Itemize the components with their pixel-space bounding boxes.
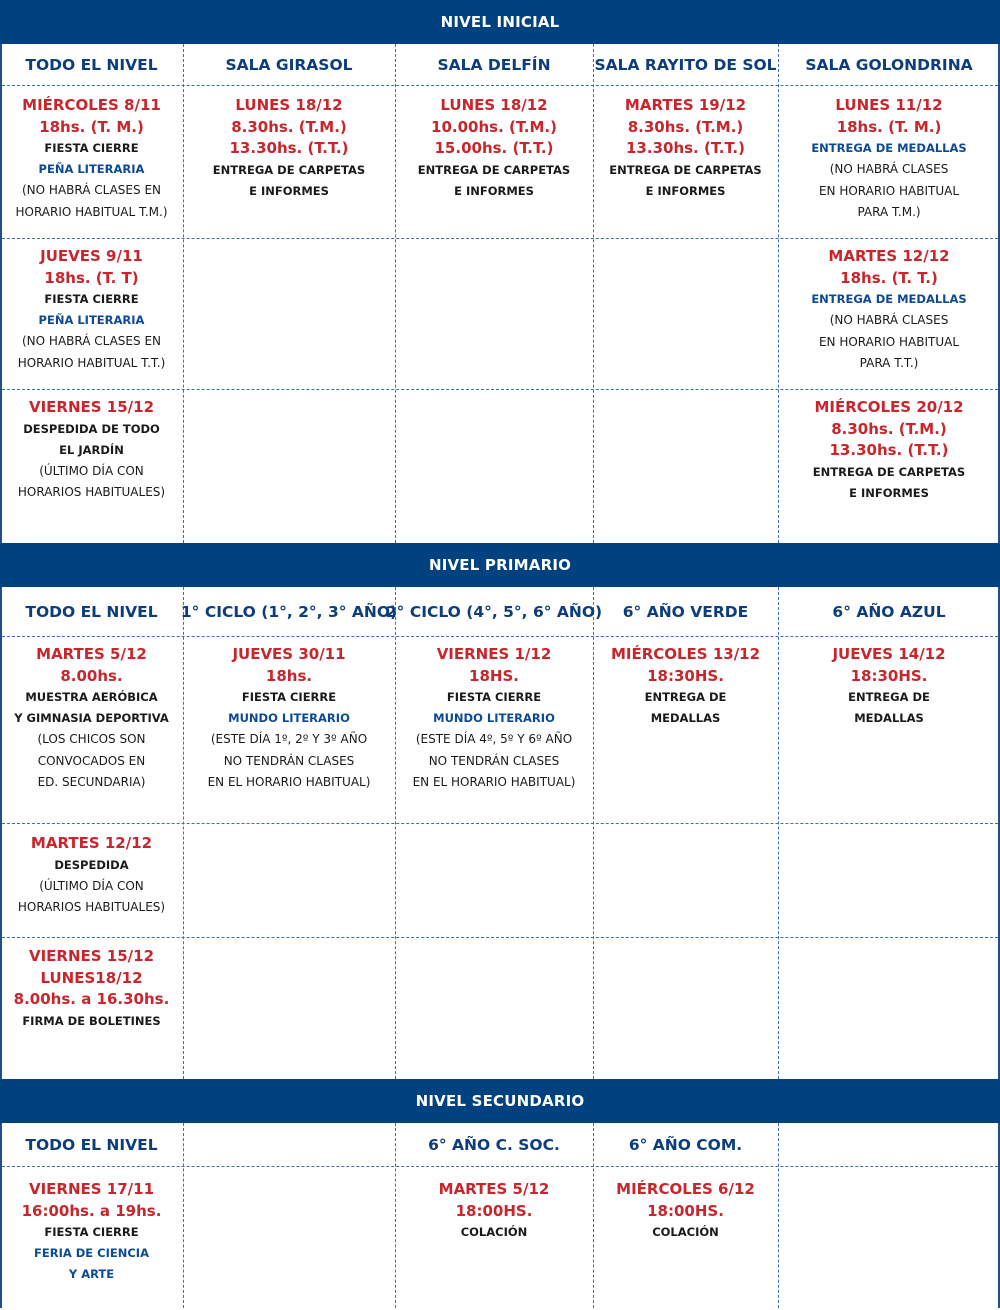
event-title-text: DESPEDIDA <box>54 857 129 872</box>
event-title-text: ENTREGA DE <box>644 690 727 704</box>
event-note-text: (NO HABRÁ CLASES <box>829 313 949 327</box>
event-name-text: FERIA DE CIENCIA <box>34 1246 149 1260</box>
event-date-text: 18:00HS. <box>647 1201 724 1220</box>
event-note-text: NO TENDRÁN CLASES <box>223 753 355 768</box>
event-note-text: (LOS CHICOS SON <box>37 732 146 746</box>
schedule-cell <box>0 644 183 794</box>
event-date-text: 18:00HS. <box>455 1201 533 1220</box>
event-note-text: ED. SECUNDARIA) <box>37 775 146 789</box>
column-header: 6° AÑO COM. <box>628 1135 743 1154</box>
event-date-text: 18hs. (T. T) <box>44 268 139 287</box>
schedule-cell <box>0 397 183 504</box>
event-date-text: 8.30hs. (T.M.) <box>627 117 744 136</box>
event-title-text: ENTREGA DE CARPETAS <box>417 162 571 177</box>
event-name-text: MUNDO LITERARIO <box>228 711 350 725</box>
event-date-text: 8.30hs. (T.M.) <box>231 117 347 136</box>
event-note-text: HORARIOS HABITUALES) <box>17 485 166 499</box>
event-title-text: FIESTA CIERRE <box>44 141 139 155</box>
column-header: 6° AÑO C. SOC. <box>428 1135 560 1154</box>
event-note-text: (NO HABRÁ CLASES EN <box>22 334 161 348</box>
event-date-text: MIÉRCOLES 8/11 <box>22 96 161 114</box>
row-divider <box>2 85 998 86</box>
event-date-text: LUNES 18/12 <box>235 96 343 114</box>
schedule-cell <box>778 246 1000 375</box>
schedule-cell <box>0 946 183 1032</box>
column-header <box>778 1123 1000 1166</box>
event-date-text: MIÉRCOLES 20/12 <box>814 398 964 416</box>
event-note-text: (ESTE DÍA 4º, 5º Y 6º AÑO <box>415 732 573 746</box>
event-note-text: CONVOCADOS EN <box>37 753 146 768</box>
event-date-text: MIÉRCOLES 13/12 <box>610 645 761 663</box>
section-title-bar: NIVEL SECUNDARIO <box>0 1079 1000 1123</box>
event-date-text: VIERNES 15/12 <box>28 398 155 416</box>
event-title-text: ENTREGA DE CARPETAS <box>609 162 762 177</box>
event-name-text: PEÑA LITERARIA <box>38 162 145 176</box>
event-date-text: 8.00hs. <box>60 666 123 685</box>
event-note-text: (ÚLTIMO DÍA CON <box>39 463 144 478</box>
column-header: TODO EL NIVEL <box>25 602 158 621</box>
event-note-text: EN EL HORARIO HABITUAL) <box>207 775 371 789</box>
event-name-text: ENTREGA DE MEDALLAS <box>811 292 967 306</box>
event-date-text: 13.30hs. (T.T.) <box>229 139 349 157</box>
event-date-text: 15.00hs. (T.T.) <box>434 139 554 157</box>
event-note-text: PARA T.T.) <box>859 356 919 370</box>
schedule-cell <box>593 1179 778 1243</box>
event-date-text: VIERNES 15/12 <box>28 947 155 965</box>
event-title-text: MEDALLAS <box>854 711 924 725</box>
column-header: 2° CICLO (4°, 5°, 6° AÑO) <box>385 602 603 621</box>
event-date-text: 8.00hs. a 16.30hs. <box>13 990 170 1008</box>
column-header <box>183 1123 395 1166</box>
event-title-text: Y GIMNASIA DEPORTIVA <box>14 711 169 725</box>
schedule-cell <box>395 1179 593 1243</box>
event-date-text: VIERNES 1/12 <box>436 645 552 663</box>
event-title-text: E INFORMES <box>454 183 534 198</box>
column-header: 6° AÑO AZUL <box>832 602 946 621</box>
event-date-text: MARTES 12/12 <box>30 834 153 852</box>
event-date-text: VIERNES 17/11 <box>28 1180 155 1198</box>
event-title-text: FIESTA CIERRE <box>44 1225 139 1239</box>
event-date-text: MIÉRCOLES 6/12 <box>616 1180 755 1198</box>
event-name-text: PEÑA LITERARIA <box>38 313 145 327</box>
event-title-text: ENTREGA DE <box>848 690 930 704</box>
column-header: TODO EL NIVEL <box>25 55 158 74</box>
event-title-text: FIESTA CIERRE <box>241 690 337 704</box>
section-title-bar: NIVEL PRIMARIO <box>0 543 1000 587</box>
event-title-text: COLACIÓN <box>652 1225 719 1239</box>
event-date-text: MARTES 5/12 <box>438 1180 550 1198</box>
event-note-text: PARA T.M.) <box>857 205 921 219</box>
schedule-cell <box>395 95 593 202</box>
event-title-text: E INFORMES <box>849 485 929 500</box>
event-title-text: MEDALLAS <box>650 711 721 725</box>
event-note-text: NO TENDRÁN CLASES <box>428 753 560 768</box>
column-header: 1° CICLO (1°, 2°, 3° AÑO) <box>180 602 398 621</box>
event-title-text: FIRMA DE BOLETINES <box>22 1013 161 1028</box>
event-date-text: 8.30hs. (T.M.) <box>831 419 947 438</box>
event-date-text: MARTES 19/12 <box>624 96 747 114</box>
event-title-text: E INFORMES <box>249 183 329 198</box>
event-date-text: JUEVES 14/12 <box>832 645 946 663</box>
event-note-text: (ESTE DÍA 1º, 2º Y 3º AÑO <box>210 732 368 746</box>
event-note-text: (NO HABRÁ CLASES <box>829 162 949 176</box>
schedule-cell <box>593 95 778 202</box>
event-date-text: 18hs. (T. T.) <box>840 268 938 287</box>
column-header: 6° AÑO VERDE <box>622 602 749 621</box>
event-title-text: DESPEDIDA DE TODO <box>23 421 160 436</box>
row-divider <box>2 823 998 824</box>
schedule-cell <box>0 833 183 919</box>
event-date-text: JUEVES 30/11 <box>232 645 346 663</box>
schedule-cell <box>183 95 395 202</box>
column-header: SALA GOLONDRINA <box>805 55 973 74</box>
row-divider <box>2 238 998 239</box>
event-date-text: LUNES18/12 <box>40 968 143 987</box>
event-title-text: ENTREGA DE CARPETAS <box>812 464 966 479</box>
event-date-text: 18hs. <box>265 666 313 685</box>
event-note-text: EN HORARIO HABITUAL <box>818 334 960 349</box>
schedule-cell <box>0 1179 183 1285</box>
column-header: TODO EL NIVEL <box>25 1135 158 1154</box>
event-note-text: HORARIO HABITUAL T.T.) <box>17 355 166 370</box>
event-date-text: LUNES 11/12 <box>835 96 943 114</box>
event-date-text: 18:30HS. <box>647 666 724 685</box>
event-note-text: HORARIO HABITUAL T.M.) <box>15 204 168 219</box>
event-date-text: 10.00hs. (T.M.) <box>431 117 557 136</box>
row-divider <box>2 1166 998 1167</box>
event-note-text: (ÚLTIMO DÍA CON <box>39 878 144 893</box>
event-date-text: MARTES 12/12 <box>828 247 950 265</box>
event-title-text: MUESTRA AERÓBICA <box>25 690 158 704</box>
column-header: SALA DELFÍN <box>437 55 551 74</box>
row-divider <box>2 636 998 637</box>
schedule-cell <box>778 397 1000 504</box>
event-note-text: EN HORARIO HABITUAL <box>818 183 960 198</box>
event-title-text: ENTREGA DE CARPETAS <box>212 162 366 177</box>
schedule-cell <box>0 246 183 374</box>
event-name-text: MUNDO LITERARIO <box>433 711 555 725</box>
event-date-text: 13.30hs. (T.T.) <box>829 441 949 459</box>
event-title-text: FIESTA CIERRE <box>44 292 139 306</box>
event-date-text: LUNES 18/12 <box>440 96 548 114</box>
event-note-text: (NO HABRÁ CLASES EN <box>22 183 161 197</box>
section-title-bar: NIVEL INICIAL <box>0 0 1000 44</box>
event-name-text: ENTREGA DE MEDALLAS <box>811 141 967 155</box>
event-date-text: MARTES 5/12 <box>36 645 147 663</box>
column-header: SALA GIRASOL <box>225 55 353 74</box>
event-name-text: Y ARTE <box>68 1267 115 1281</box>
event-title-text: COLACIÓN <box>460 1225 528 1239</box>
schedule-cell <box>778 95 1000 224</box>
event-note-text: EN EL HORARIO HABITUAL) <box>412 775 576 789</box>
schedule-cell <box>395 644 593 794</box>
schedule-cell <box>778 644 1000 729</box>
event-date-text: 18HS. <box>469 666 519 685</box>
event-title-text: EL JARDÍN <box>59 442 124 457</box>
schedule-cell <box>183 644 395 794</box>
event-date-text: 18hs. (T. M.) <box>836 117 942 136</box>
event-date-text: 16:00hs. a 19hs. <box>21 1201 162 1220</box>
row-divider <box>2 389 998 390</box>
column-header: SALA RAYITO DE SOL <box>594 55 777 74</box>
event-date-text: JUEVES 9/11 <box>40 247 143 265</box>
event-date-text: 13.30hs. (T.T.) <box>626 139 745 157</box>
event-title-text: E INFORMES <box>645 183 726 198</box>
event-date-text: 18:30HS. <box>850 666 928 685</box>
event-note-text: HORARIOS HABITUALES) <box>17 900 166 914</box>
event-date-text: 18hs. (T. M.) <box>39 117 144 136</box>
schedule-cell <box>593 644 778 729</box>
row-divider <box>2 937 998 938</box>
event-title-text: FIESTA CIERRE <box>446 690 542 704</box>
schedule-cell <box>0 95 183 223</box>
